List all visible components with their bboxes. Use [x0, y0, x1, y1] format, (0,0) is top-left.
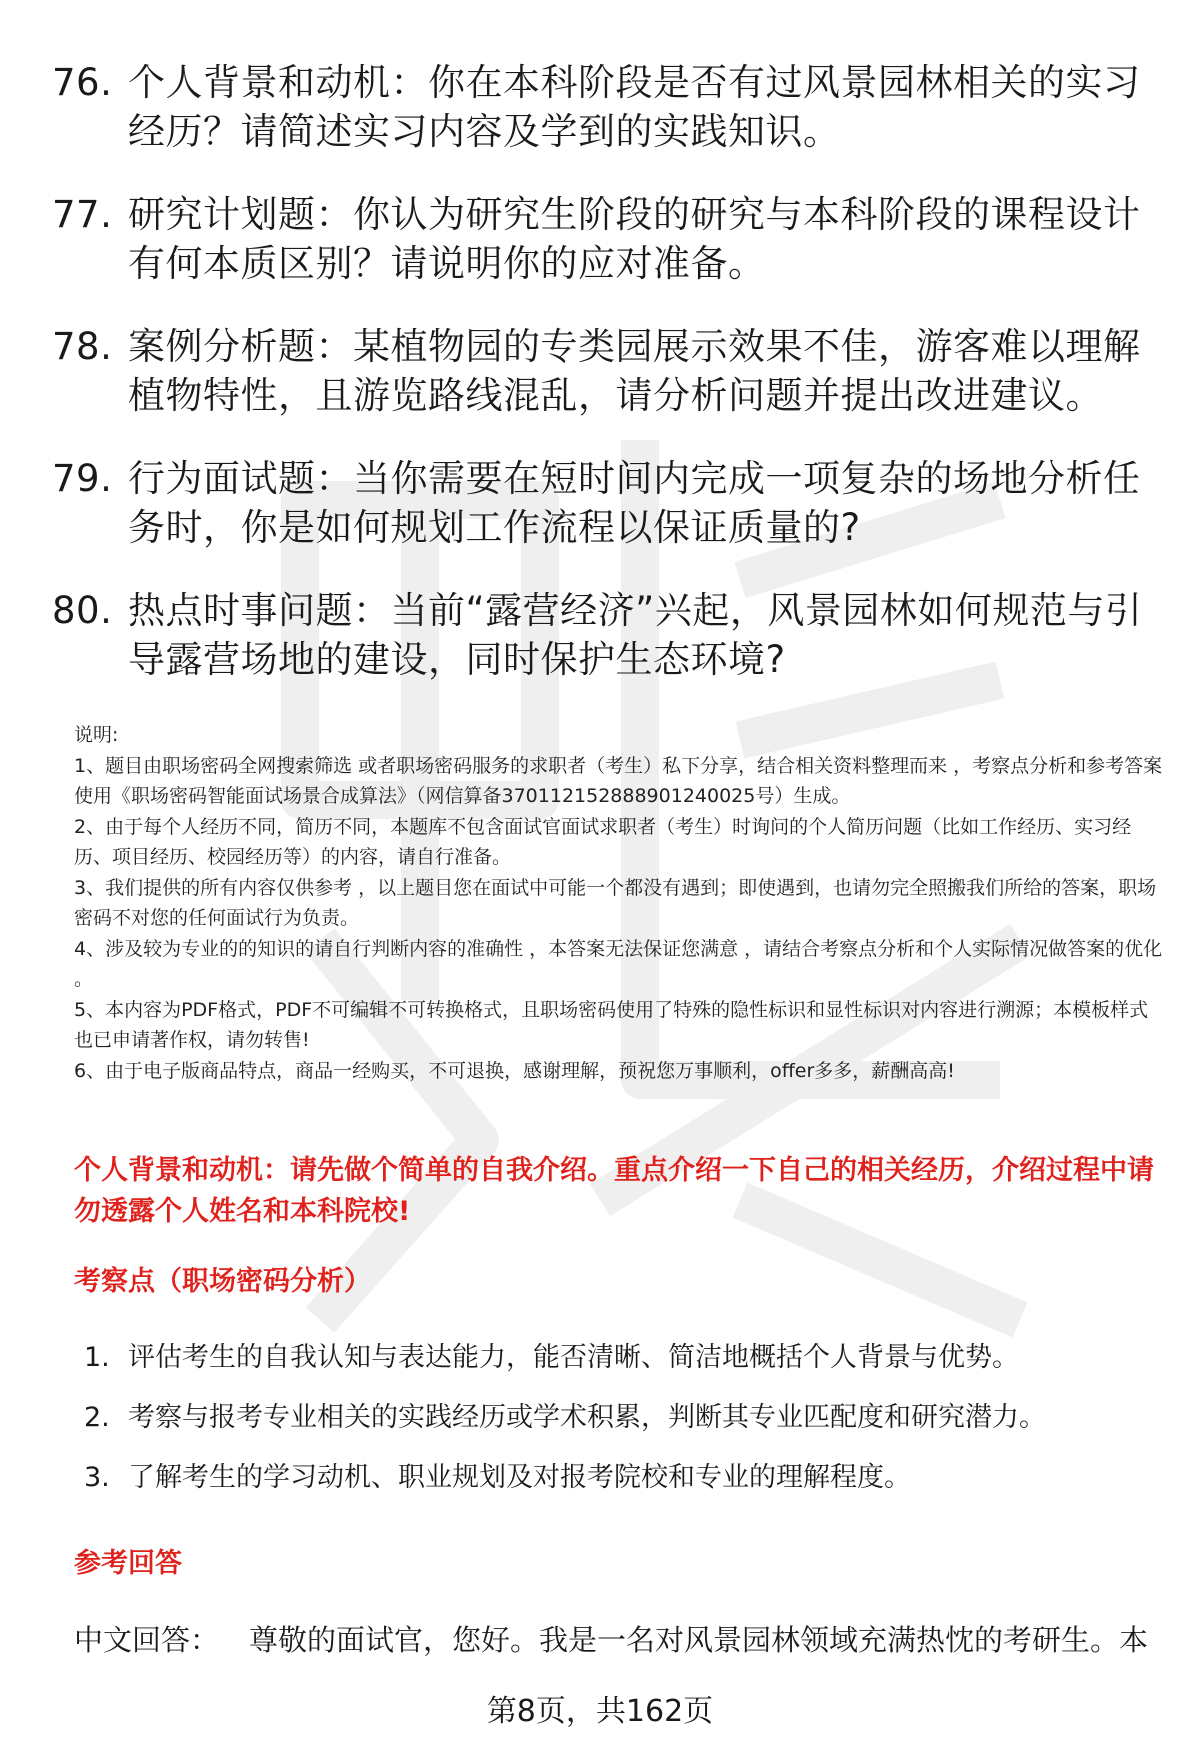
point-number: 1. [84, 1342, 110, 1373]
question-text: 案例分析题：某植物园的专类园展示效果不佳，游客难以理解植物特性，且游览路线混乱，请分析问题并提出改进建议。 [128, 325, 1141, 417]
question-item [52, 586, 1152, 684]
note-item: 5、本内容为PDF格式，PDF不可编辑不可转换格式，且职场密码使用了特殊的隐性标识和显性标识对内容进行溯源；本模板样式也已申请著作权，请勿转售! [74, 998, 1149, 1051]
question-number: 78. [52, 325, 113, 368]
question-item [52, 58, 1152, 156]
question-number: 79. [52, 457, 113, 500]
point-text: 评估考生的自我认知与表达能力，能否清晰、简洁地概括个人背景与优势。 [128, 1342, 1019, 1373]
assessment-point [84, 1338, 1164, 1378]
notes-heading: 说明: [74, 724, 119, 746]
point-number: 2. [84, 1402, 110, 1433]
question-text: 热点时事问题：当前“露营经济”兴起，风景园林如何规范与引导露营场地的建设，同时保护生态环境? [128, 589, 1143, 681]
answer-text: 尊敬的面试官，您好。我是一名对风景园林领域充满热忱的考研生。本 [249, 1623, 1149, 1657]
question-item [52, 454, 1152, 552]
note-item: 2、由于每个人经历不同，简历不同，本题库不包含面试官面试求职者（考生）时询问的个人简历问题（比如工作经历、实习经历、项目经历、校园经历等）的内容，请自行准备。 [74, 815, 1132, 868]
question-text: 研究计划题：你认为研究生阶段的研究与本科阶段的课程设计有何本质区别？请说明你的应对准备。 [128, 193, 1141, 285]
question-number: 76. [52, 61, 113, 104]
reference-heading: 参考回答 [74, 1548, 182, 1579]
question-item [52, 322, 1152, 420]
point-text: 了解考生的学习动机、职业规划及对报考院校和专业的理解程度。 [128, 1462, 911, 1493]
point-number: 3. [84, 1462, 110, 1493]
question-text: 行为面试题：当你需要在短时间内完成一项复杂的场地分析任务时，你是如何规划工作流程以保证质量的? [128, 457, 1141, 549]
note-item: 1、题目由职场密码全网搜索筛选 或者职场密码服务的求职者（考生）私下分享，结合相关资料整理而来 ，考察点分析和参考答案使用《职场密码智能面试场景合成算法》（网信算备370112152888901240025号）生成。 [74, 754, 1163, 807]
note-item: 6、由于电子版商品特点，商品一经购买，不可退换，感谢理解，预祝您万事顺利，offer多多，薪酬高高! [74, 1059, 955, 1082]
question-list [52, 58, 1152, 718]
question-number: 77. [52, 193, 113, 236]
question-text: 个人背景和动机：你在本科阶段是否有过风景园林相关的实习经历？请简述实习内容及学到的实践知识。 [128, 61, 1141, 153]
assessment-heading: 考察点（职场密码分析） [74, 1266, 371, 1297]
point-text: 考察与报考专业相关的实践经历或学术积累，判断其专业匹配度和研究潜力。 [128, 1402, 1046, 1433]
note-item: 4、涉及较为专业的的知识的请自行判断内容的准确性 ，本答案无法保证您满意 ，请结合考察点分析和个人实际情况做答案的优化 。 [74, 937, 1163, 990]
note-item: 3、我们提供的所有内容仅供参考 ，以上题目您在面试中可能一个都没有遇到；即使遇到，也请勿完全照搬我们所给的答案，职场密码不对您的任何面试行为负责。 [74, 876, 1157, 929]
assessment-points [84, 1338, 1164, 1518]
assessment-point [84, 1398, 1164, 1438]
page-footer: 第8页，共162页 [486, 1694, 714, 1729]
question-number: 80. [52, 589, 113, 632]
assessment-point [84, 1458, 1164, 1498]
question-item [52, 190, 1152, 288]
notes-section [74, 720, 1164, 1086]
answer-label: 中文回答： [74, 1623, 220, 1657]
current-question-title: 个人背景和动机：请先做个简单的自我介绍。重点介绍一下自己的相关经历，介绍过程中请勿透露个人姓名和本科院校! [74, 1155, 1154, 1227]
reference-answer [74, 1620, 1164, 1660]
